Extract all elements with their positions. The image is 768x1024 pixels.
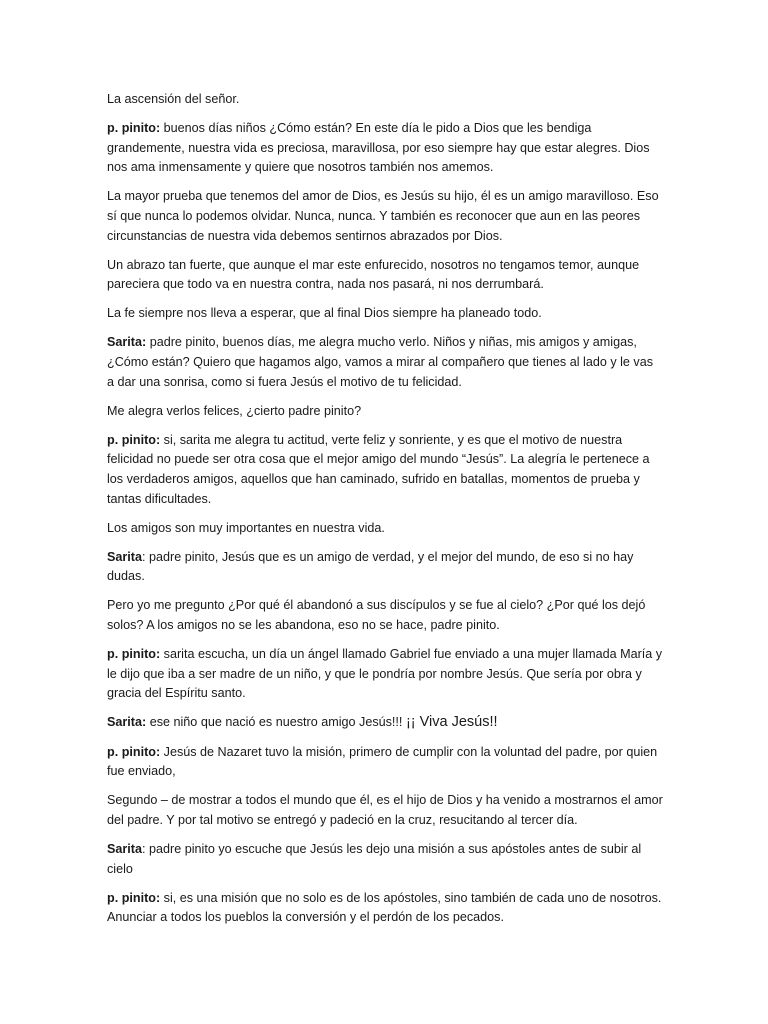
paragraph xyxy=(107,645,663,704)
paragraph-text: sarita escucha, un día un ángel llamado Gabriel fue enviado a una mujer llamada María y le dijo que iba a ser madre de un niño, y que le pondría por nombre Jesús. Que sería por obra y gracia del Espíritu santo. xyxy=(107,647,663,701)
paragraph-text: La fe siempre nos lleva a esperar, que al final Dios siempre ha planeado todo. xyxy=(107,306,542,321)
exclamation-text: ¡¡ Viva Jesús!! xyxy=(405,714,498,731)
document-title: La ascensión del señor. xyxy=(107,92,240,106)
paragraph xyxy=(107,791,663,830)
paragraph xyxy=(107,743,663,782)
paragraph-text: Jesús de Nazaret tuvo la misión, primero de cumplir con la voluntad del padre, por quien fue enviado, xyxy=(107,744,658,779)
paragraph-text: Pero yo me pregunto ¿Por qué él abandonó a sus discípulos y se fue al cielo? ¿Por qué los dejó solos? A los amigos no se les abandona, eso no se hace, padre pinito. xyxy=(107,598,646,633)
speaker-label: p. pinito: xyxy=(107,890,161,905)
paragraph-text: ese niño que nació es nuestro amigo Jesús!!! xyxy=(146,715,406,730)
paragraph-text: si, es una misión que no solo es de los apóstoles, sino también de cada uno de nosotros. Anunciar a todos los pueblos la conversión y el perdón de los pecados. xyxy=(107,890,662,925)
speaker-label: Sarita xyxy=(107,549,143,564)
speaker-label: p. pinito: xyxy=(107,432,161,447)
paragraph xyxy=(107,519,663,539)
paragraph xyxy=(107,333,663,392)
paragraph xyxy=(107,596,663,635)
paragraph xyxy=(107,402,663,422)
speaker-label: Sarita: xyxy=(107,715,147,730)
speaker-label: Sarita: xyxy=(107,335,147,350)
paragraph xyxy=(107,840,663,879)
paragraph-text: Los amigos son muy importantes en nuestra vida. xyxy=(107,520,385,535)
paragraph xyxy=(107,889,663,928)
paragraph-text: si, sarita me alegra tu actitud, verte feliz y sonriente, y es que el motivo de nuestra felicidad no puede ser otra cosa que el mejor amigo del mundo “Jesús”. La alegría le pertenece a los verdaderos amigos, aquellos que han caminado, sufrido en batallas, momentos de prueba y tantas dificultades. xyxy=(107,432,650,506)
speaker-label: Sarita xyxy=(107,841,143,856)
speaker-label: p. pinito: xyxy=(107,744,161,759)
paragraph-text: padre pinito, buenos días, me alegra mucho verlo. Niños y niñas, mis amigos y amigas, ¿Cómo están? Quiero que hagamos algo, vamos a mirar al compañero que tienes al lado y le vas a dar una sonrisa, como si fuera Jesús el motivo de tu felicidad. xyxy=(107,335,654,389)
paragraph xyxy=(107,187,663,246)
speaker-label: p. pinito: xyxy=(107,121,161,136)
paragraph xyxy=(107,256,663,295)
paragraph xyxy=(107,713,663,733)
paragraph-text: buenos días niños ¿Cómo están? En este día le pido a Dios que les bendiga grandemente, nuestra vida es preciosa, maravillosa, por eso siempre hay que estar alegres. Dios nos ama inmensamente y quiere que nosotros también nos amemos. xyxy=(107,121,650,175)
paragraph xyxy=(107,431,663,509)
paragraph xyxy=(107,304,663,324)
paragraph-text: : padre pinito yo escuche que Jesús les dejo una misión a sus apóstoles antes de subir al cielo xyxy=(107,841,642,876)
speaker-label: p. pinito: xyxy=(107,647,161,662)
paragraph-text: La mayor prueba que tenemos del amor de Dios, es Jesús su hijo, él es un amigo maravilloso. Eso sí que nunca lo podemos olvidar. Nunca, nunca. Y también es reconocer que aun en las peores circunstancias de nuestra vida debemos sentirnos abrazados por Dios. xyxy=(107,189,659,243)
paragraph xyxy=(107,119,663,178)
paragraph-text: Me alegra verlos felices, ¿cierto padre pinito? xyxy=(107,403,362,418)
paragraph-text: Segundo – de mostrar a todos el mundo que él, es el hijo de Dios y ha venido a mostrarnos el amor del padre. Y por tal motivo se entregó y padeció en la cruz, resucitando al tercer día. xyxy=(107,793,663,827)
paragraph xyxy=(107,548,663,587)
paragraph-text: : padre pinito, Jesús que es un amigo de verdad, y el mejor del mundo, de eso si no hay dudas. xyxy=(107,549,634,584)
paragraph-text: Un abrazo tan fuerte, que aunque el mar este enfurecido, nosotros no tengamos temor, aunque pareciera que todo va en nuestra contra, nada nos pasará, ni nos derrumbará. xyxy=(107,257,640,292)
document-page xyxy=(107,90,663,937)
